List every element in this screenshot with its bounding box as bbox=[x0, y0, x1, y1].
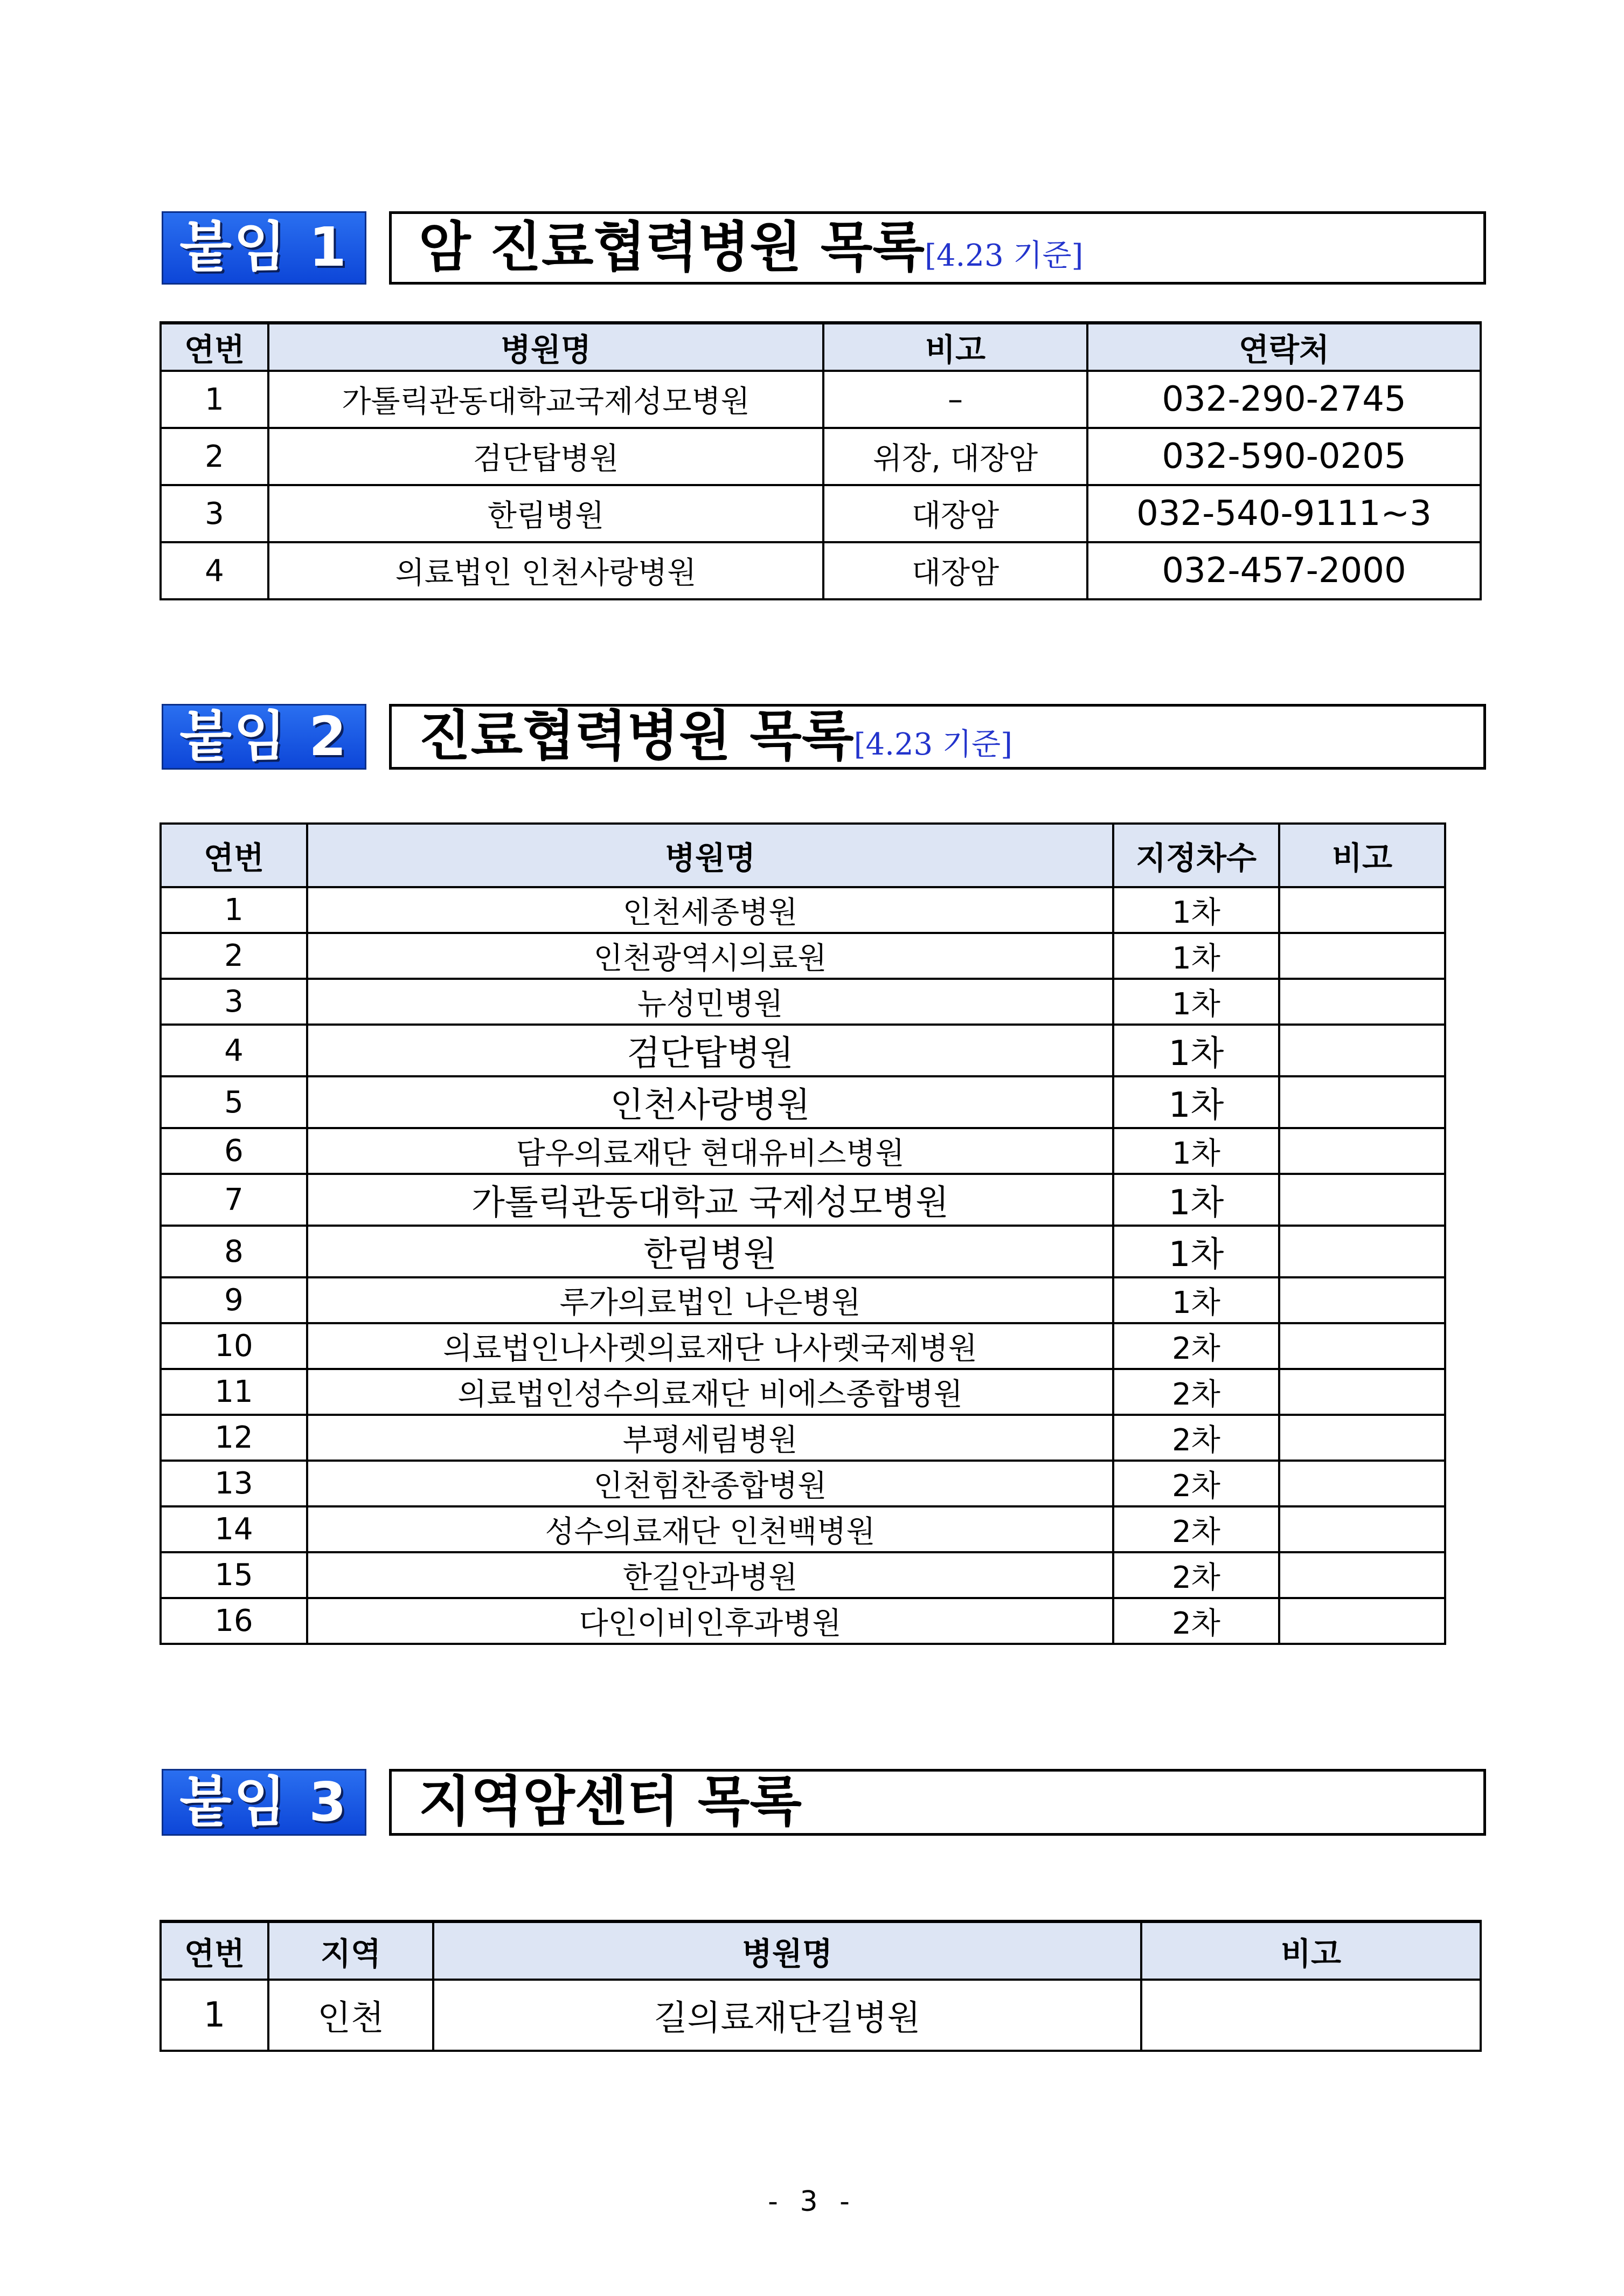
cell-index: 4 bbox=[161, 1025, 307, 1076]
table-row bbox=[161, 485, 1481, 542]
cell-index: 12 bbox=[161, 1415, 307, 1461]
cell-note bbox=[1279, 887, 1445, 933]
cell-level: 1차 bbox=[1113, 1226, 1279, 1277]
cell-index: 7 bbox=[161, 1174, 307, 1226]
cell-note bbox=[1279, 1323, 1445, 1369]
section-title-box bbox=[389, 704, 1486, 770]
section-title: 진료협력병원 목록 bbox=[419, 704, 854, 767]
table-row bbox=[161, 1323, 1445, 1369]
table-row bbox=[161, 1506, 1445, 1552]
cell-hospital: 루가의료법인 나은병원 bbox=[307, 1277, 1113, 1323]
table-row bbox=[161, 1076, 1445, 1128]
cell-level: 1차 bbox=[1113, 1277, 1279, 1323]
cell-note: 위장, 대장암 bbox=[823, 428, 1087, 485]
table-row bbox=[161, 1552, 1445, 1598]
cell-level: 1차 bbox=[1113, 933, 1279, 979]
cell-index: 10 bbox=[161, 1323, 307, 1369]
table-row bbox=[161, 1415, 1445, 1461]
cell-hospital: 한림병원 bbox=[268, 485, 823, 542]
cell-note bbox=[1279, 1174, 1445, 1226]
cell-hospital: 인천힘찬종합병원 bbox=[307, 1461, 1113, 1506]
cell-hospital: 의료법인나사렛의료재단 나사렛국제병원 bbox=[307, 1323, 1113, 1369]
cell-level: 1차 bbox=[1113, 1128, 1279, 1174]
attachment-badge: 붙임 3 bbox=[162, 1769, 366, 1836]
table-row bbox=[161, 1226, 1445, 1277]
cell-hospital: 길의료재단길병원 bbox=[433, 1980, 1141, 2051]
section-title: 지역암센터 목록 bbox=[419, 1770, 802, 1833]
cell-hospital: 다인이비인후과병원 bbox=[307, 1598, 1113, 1644]
cell-index: 14 bbox=[161, 1506, 307, 1552]
section-title: 암 진료협력병원 목록 bbox=[419, 216, 925, 279]
column-header: 비고 bbox=[823, 323, 1087, 371]
cell-hospital: 검단탑병원 bbox=[307, 1025, 1113, 1076]
regional-cancer-center-table bbox=[159, 1920, 1482, 2052]
cell-index: 3 bbox=[161, 979, 307, 1025]
cell-index: 1 bbox=[161, 887, 307, 933]
cell-level: 1차 bbox=[1113, 1025, 1279, 1076]
cell-note bbox=[1141, 1980, 1481, 2051]
column-header: 병원명 bbox=[268, 323, 823, 371]
table-row bbox=[161, 933, 1445, 979]
column-header: 지역 bbox=[268, 1921, 433, 1980]
column-header: 연번 bbox=[161, 323, 268, 371]
cell-hospital: 한림병원 bbox=[307, 1226, 1113, 1277]
table-header-row bbox=[161, 824, 1445, 887]
cell-index: 11 bbox=[161, 1369, 307, 1415]
table-row bbox=[161, 979, 1445, 1025]
cell-phone: 032-590-0205 bbox=[1087, 428, 1481, 485]
cell-note bbox=[1279, 1277, 1445, 1323]
cell-hospital: 의료법인성수의료재단 비에스종합병원 bbox=[307, 1369, 1113, 1415]
cell-index: 13 bbox=[161, 1461, 307, 1506]
column-header: 연락처 bbox=[1087, 323, 1481, 371]
cell-index: 6 bbox=[161, 1128, 307, 1174]
cell-level: 2차 bbox=[1113, 1552, 1279, 1598]
cell-index: 16 bbox=[161, 1598, 307, 1644]
cell-level: 2차 bbox=[1113, 1461, 1279, 1506]
cell-level: 2차 bbox=[1113, 1323, 1279, 1369]
cell-hospital: 가톨릭관동대학교 국제성모병원 bbox=[307, 1174, 1113, 1226]
cooperating-hospital-table bbox=[159, 822, 1446, 1645]
cell-index: 8 bbox=[161, 1226, 307, 1277]
attachment-badge: 붙임 1 bbox=[162, 211, 366, 285]
date-note: [4.23 기준] bbox=[853, 727, 1013, 762]
cell-index: 4 bbox=[161, 542, 268, 599]
cell-hospital: 검단탑병원 bbox=[268, 428, 823, 485]
column-header: 병원명 bbox=[433, 1921, 1141, 1980]
cell-hospital: 가톨릭관동대학교국제성모병원 bbox=[268, 371, 823, 428]
cell-hospital: 뉴성민병원 bbox=[307, 979, 1113, 1025]
column-header: 지정차수 bbox=[1113, 824, 1279, 887]
cell-hospital: 한길안과병원 bbox=[307, 1552, 1113, 1598]
table-row bbox=[161, 1980, 1481, 2051]
date-note: [4.23 기준] bbox=[925, 238, 1084, 273]
cell-hospital: 부평세림병원 bbox=[307, 1415, 1113, 1461]
section-title-box bbox=[389, 1769, 1486, 1836]
cell-hospital: 의료법인 인천사랑병원 bbox=[268, 542, 823, 599]
cell-hospital: 인천광역시의료원 bbox=[307, 933, 1113, 979]
page-number: - 3 - bbox=[768, 2186, 856, 2218]
table-row bbox=[161, 428, 1481, 485]
cell-note bbox=[1279, 1369, 1445, 1415]
cell-hospital: 인천사랑병원 bbox=[307, 1076, 1113, 1128]
cell-note bbox=[1279, 979, 1445, 1025]
table-row bbox=[161, 1174, 1445, 1226]
cell-region: 인천 bbox=[268, 1980, 433, 2051]
cell-index: 1 bbox=[161, 371, 268, 428]
cell-level: 2차 bbox=[1113, 1598, 1279, 1644]
cell-note bbox=[1279, 1076, 1445, 1128]
cell-note bbox=[1279, 1461, 1445, 1506]
cell-level: 2차 bbox=[1113, 1506, 1279, 1552]
cell-index: 3 bbox=[161, 485, 268, 542]
cell-index: 1 bbox=[161, 1980, 268, 2051]
cell-hospital: 인천세종병원 bbox=[307, 887, 1113, 933]
cell-note bbox=[1279, 1415, 1445, 1461]
cancer-hospital-table bbox=[159, 321, 1482, 600]
cell-phone: 032-457-2000 bbox=[1087, 542, 1481, 599]
cell-level: 1차 bbox=[1113, 1076, 1279, 1128]
cell-phone: 032-290-2745 bbox=[1087, 371, 1481, 428]
table-row bbox=[161, 542, 1481, 599]
cell-note bbox=[1279, 933, 1445, 979]
cell-index: 15 bbox=[161, 1552, 307, 1598]
table-header-row bbox=[161, 1921, 1481, 1980]
cell-hospital: 성수의료재단 인천백병원 bbox=[307, 1506, 1113, 1552]
cell-note: 대장암 bbox=[823, 542, 1087, 599]
attachment-badge: 붙임 2 bbox=[162, 704, 366, 770]
cell-note bbox=[1279, 1226, 1445, 1277]
cell-level: 1차 bbox=[1113, 1174, 1279, 1226]
table-row bbox=[161, 1369, 1445, 1415]
column-header: 연번 bbox=[161, 1921, 268, 1980]
cell-note bbox=[1279, 1128, 1445, 1174]
column-header: 연번 bbox=[161, 824, 307, 887]
column-header: 병원명 bbox=[307, 824, 1113, 887]
cell-index: 2 bbox=[161, 428, 268, 485]
cell-note bbox=[1279, 1506, 1445, 1552]
cell-index: 2 bbox=[161, 933, 307, 979]
column-header: 비고 bbox=[1279, 824, 1445, 887]
table-header-row bbox=[161, 323, 1481, 371]
cell-note bbox=[1279, 1025, 1445, 1076]
cell-level: 2차 bbox=[1113, 1415, 1279, 1461]
cell-index: 5 bbox=[161, 1076, 307, 1128]
table-row bbox=[161, 1277, 1445, 1323]
table-row bbox=[161, 1128, 1445, 1174]
cell-note: 대장암 bbox=[823, 485, 1087, 542]
cell-level: 1차 bbox=[1113, 887, 1279, 933]
table-row bbox=[161, 1461, 1445, 1506]
table-row bbox=[161, 1025, 1445, 1076]
cell-index: 9 bbox=[161, 1277, 307, 1323]
cell-note: – bbox=[823, 371, 1087, 428]
table-row bbox=[161, 371, 1481, 428]
table-row bbox=[161, 1598, 1445, 1644]
cell-note bbox=[1279, 1598, 1445, 1644]
section-title-box bbox=[389, 211, 1486, 285]
cell-phone: 032-540-9111~3 bbox=[1087, 485, 1481, 542]
cell-hospital: 담우의료재단 현대유비스병원 bbox=[307, 1128, 1113, 1174]
cell-level: 2차 bbox=[1113, 1369, 1279, 1415]
cell-level: 1차 bbox=[1113, 979, 1279, 1025]
cell-note bbox=[1279, 1552, 1445, 1598]
table-row bbox=[161, 887, 1445, 933]
column-header: 비고 bbox=[1141, 1921, 1481, 1980]
